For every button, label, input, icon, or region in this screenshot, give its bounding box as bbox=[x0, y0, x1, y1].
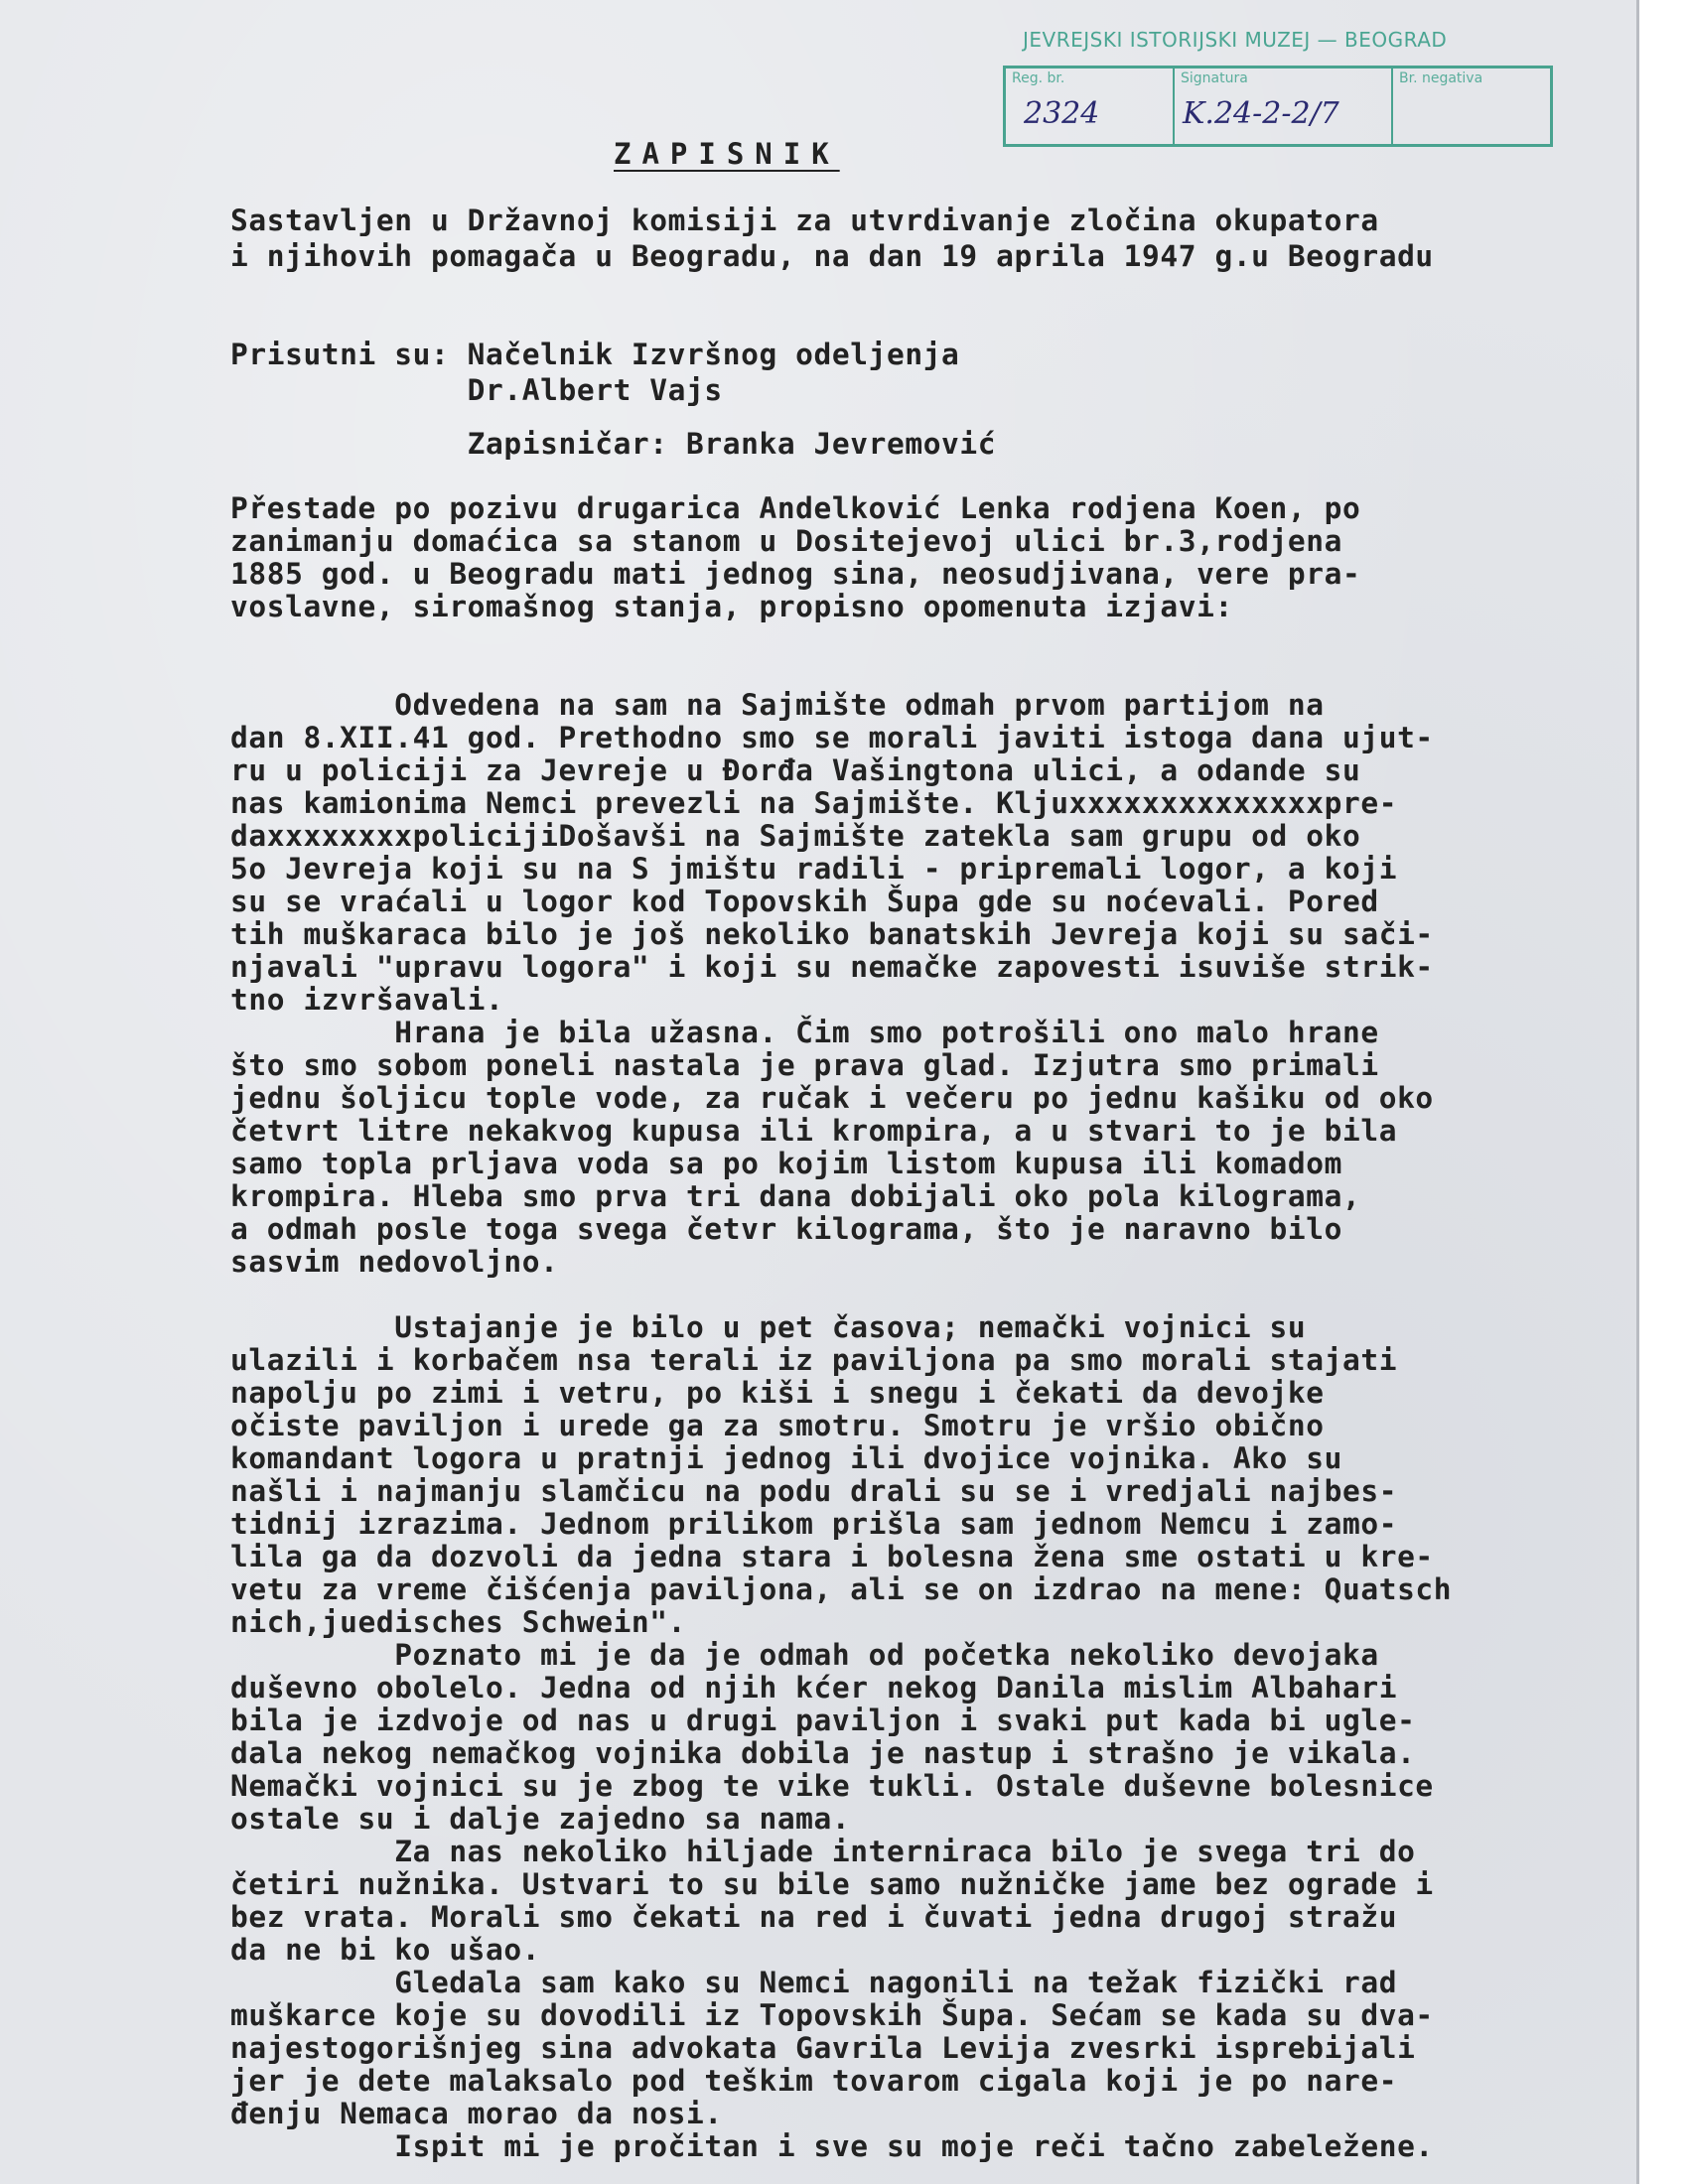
body-line: sasvim nedovoljno. bbox=[230, 1245, 559, 1279]
body-line: što smo sobom poneli nastala je prava glad. Izjutra smo primali bbox=[230, 1048, 1379, 1082]
body-line: tno izvršavali. bbox=[230, 983, 504, 1017]
body-line: daxxxxxxxxpolicijiDošavši na Sajmište zatekla sam grupu od oko bbox=[230, 819, 1361, 853]
body-line: njavali "upravu logora" i koji su nemačke zapovesti isuviše strik- bbox=[230, 950, 1434, 984]
scan-margin bbox=[1640, 0, 1688, 2184]
body-line: nich,juedisches Schwein". bbox=[230, 1605, 687, 1639]
body-line: 5o Jevreja koji su na S jmištu radili - pripremali logor, a koji bbox=[230, 852, 1398, 886]
body-line: dala nekog nemačkog vojnika dobila je nastup i strašno je vikala. bbox=[230, 1736, 1416, 1770]
intro-line: zanimanju domaćica sa stanom u Dositejevoj ulici br.3,rodjena bbox=[230, 524, 1342, 558]
body-line: lila ga da dozvoli da jedna stara i bolesna žena sme ostati u kre- bbox=[230, 1540, 1434, 1573]
stamp-label-reg: Reg. br. bbox=[1012, 70, 1065, 86]
body-line: nas kamionima Nemci prevezli na Sajmište. Kljuxxxxxxxxxxxxxxpre- bbox=[230, 786, 1398, 820]
body-line: Za nas nekoliko hiljade interniraca bilo je svega tri do bbox=[230, 1835, 1416, 1868]
body-line: da ne bi ko ušao. bbox=[230, 1933, 541, 1967]
body-line: Gledala sam kako su Nemci nagonili na težak fizički rad bbox=[230, 1966, 1398, 1999]
body-line: Ispit mi je pročitan i sve su moje reči tačno zabeležene. bbox=[230, 2129, 1434, 2163]
body-line: su se vraćali u logor kod Topovskih Šupa gde su noćevali. Pored bbox=[230, 885, 1379, 918]
body-line: očiste paviljon i urede ga za smotru. Smotru je vršio obično bbox=[230, 1409, 1325, 1442]
museum-stamp bbox=[1003, 28, 1551, 145]
body-line: samo topla prljava voda sa po kojim listom kupusa ili komadom bbox=[230, 1147, 1342, 1180]
intro-line: voslavne, siromašnog stanja, propisno opomenuta izjavi: bbox=[230, 590, 1233, 623]
body-line: duševno obolelo. Jedna od njih kćer nekog Danila mislim Albahari bbox=[230, 1671, 1398, 1705]
stamp-cell-negativ bbox=[1393, 68, 1548, 144]
body-line: đenju Nemaca morao da nosi. bbox=[230, 2097, 723, 2130]
body-line: vetu za vreme čišćenja paviljona, ali se on izdrao na mene: Quatsch bbox=[230, 1572, 1453, 1606]
body-line: najestogorišnjeg sina advokata Gavrila Levija zvesrki isprebijali bbox=[230, 2031, 1416, 2065]
intro-line: Přestade po pozivu drugarica Andelković Lenka rodjena Koen, po bbox=[230, 491, 1361, 525]
body-line: Hrana je bila užasna. Čim smo potrošili ono malo hrane bbox=[230, 1016, 1379, 1049]
stamp-label-negativ: Br. negativa bbox=[1399, 70, 1483, 86]
body-line: tih muškaraca bilo je još nekoliko banatskih Jevreja koji su sači- bbox=[230, 917, 1434, 951]
body-line: Ustajanje je bilo u pet časova; nemački vojnici su bbox=[230, 1310, 1307, 1344]
stamp-box bbox=[1003, 66, 1553, 147]
stamp-institution: JEVREJSKI ISTORIJSKI MUZEJ — BEOGRAD bbox=[1023, 28, 1448, 52]
stamp-value-reg: 2324 bbox=[1024, 96, 1100, 131]
intro-line: 1885 god. u Beogradu mati jednog sina, neosudjivana, vere pra- bbox=[230, 557, 1361, 591]
body-line: Poznato mi je da je odmah od početka nekoliko devojaka bbox=[230, 1638, 1379, 1672]
header-line: i njihovih pomagača u Beogradu, na dan 19 aprila 1947 g.u Beogradu bbox=[230, 239, 1434, 273]
body-line: jednu šoljicu tople vode, za ručak i večeru po jednu kašiku od oko bbox=[230, 1081, 1434, 1115]
body-line: tidnij izrazima. Jednom prilikom prišla sam jednom Nemcu i zamo- bbox=[230, 1507, 1398, 1541]
body-line: ru u policiji za Jevreje u Đorđa Vašingtona ulici, a odande su bbox=[230, 753, 1361, 787]
body-line: napolju po zimi i vetru, po kiši i snegu i čekati da devojke bbox=[230, 1376, 1325, 1410]
body-line: našli i najmanju slamčicu na podu drali su se i vredjali najbes- bbox=[230, 1474, 1398, 1508]
stamp-value-signatura: K.24-2-2/7 bbox=[1183, 96, 1339, 131]
body-line: bila je izdvoje od nas u drugi paviljon i svaki put kada bi ugle- bbox=[230, 1704, 1416, 1737]
body-line: četiri nužnika. Ustvari to su bile samo nužničke jame bez ograde i bbox=[230, 1867, 1434, 1901]
body-line: bez vrata. Morali smo čekati na red i čuvati jedna drugoj stražu bbox=[230, 1900, 1398, 1934]
body-line: dan 8.XII.41 god. Prethodno smo se morali javiti istoga dana ujut- bbox=[230, 721, 1434, 754]
body-line: komandant logora u pratnji jednog ili dvojice vojnika. Ako su bbox=[230, 1441, 1342, 1475]
body-line: ulazili i korbačem nsa terali iz paviljona pa smo morali stajati bbox=[230, 1343, 1398, 1377]
body-line: Nemački vojnici su je zbog te vike tukli. Ostale duševne bolesnice bbox=[230, 1769, 1434, 1803]
body-line: krompira. Hleba smo prva tri dana dobijali oko pola kilograma, bbox=[230, 1179, 1361, 1213]
present-line: Zapisničar: Branka Jevremović bbox=[230, 427, 997, 461]
body-line: ostale su i dalje zajedno sa nama. bbox=[230, 1802, 851, 1836]
header-line: Sastavljen u Državnoj komisiji za utvrdivanje zločina okupatora bbox=[230, 204, 1379, 237]
present-line: Dr.Albert Vajs bbox=[230, 373, 723, 407]
body-line: muškarce koje su dovodili iz Topovskih Šupa. Sećam se kada su dva- bbox=[230, 1998, 1434, 2032]
body-line: jer je dete malaksalo pod teškim tovarom cigala koji je po nare- bbox=[230, 2064, 1398, 2098]
present-line: Prisutni su: Načelnik Izvršnog odeljenja bbox=[230, 338, 960, 371]
document-title: ZAPISNIK bbox=[614, 137, 840, 171]
stamp-label-signatura: Signatura bbox=[1181, 70, 1248, 86]
body-line: četvrt litre nekakvog kupusa ili krompira, a u stvari to je bila bbox=[230, 1114, 1398, 1148]
body-line: Odvedena na sam na Sajmište odmah prvom partijom na bbox=[230, 688, 1325, 722]
stamp-cell-reg bbox=[1006, 68, 1175, 144]
stamp-cell-signatura bbox=[1175, 68, 1393, 144]
body-line: a odmah posle toga svega četvr kilograma, što je naravno bilo bbox=[230, 1212, 1342, 1246]
